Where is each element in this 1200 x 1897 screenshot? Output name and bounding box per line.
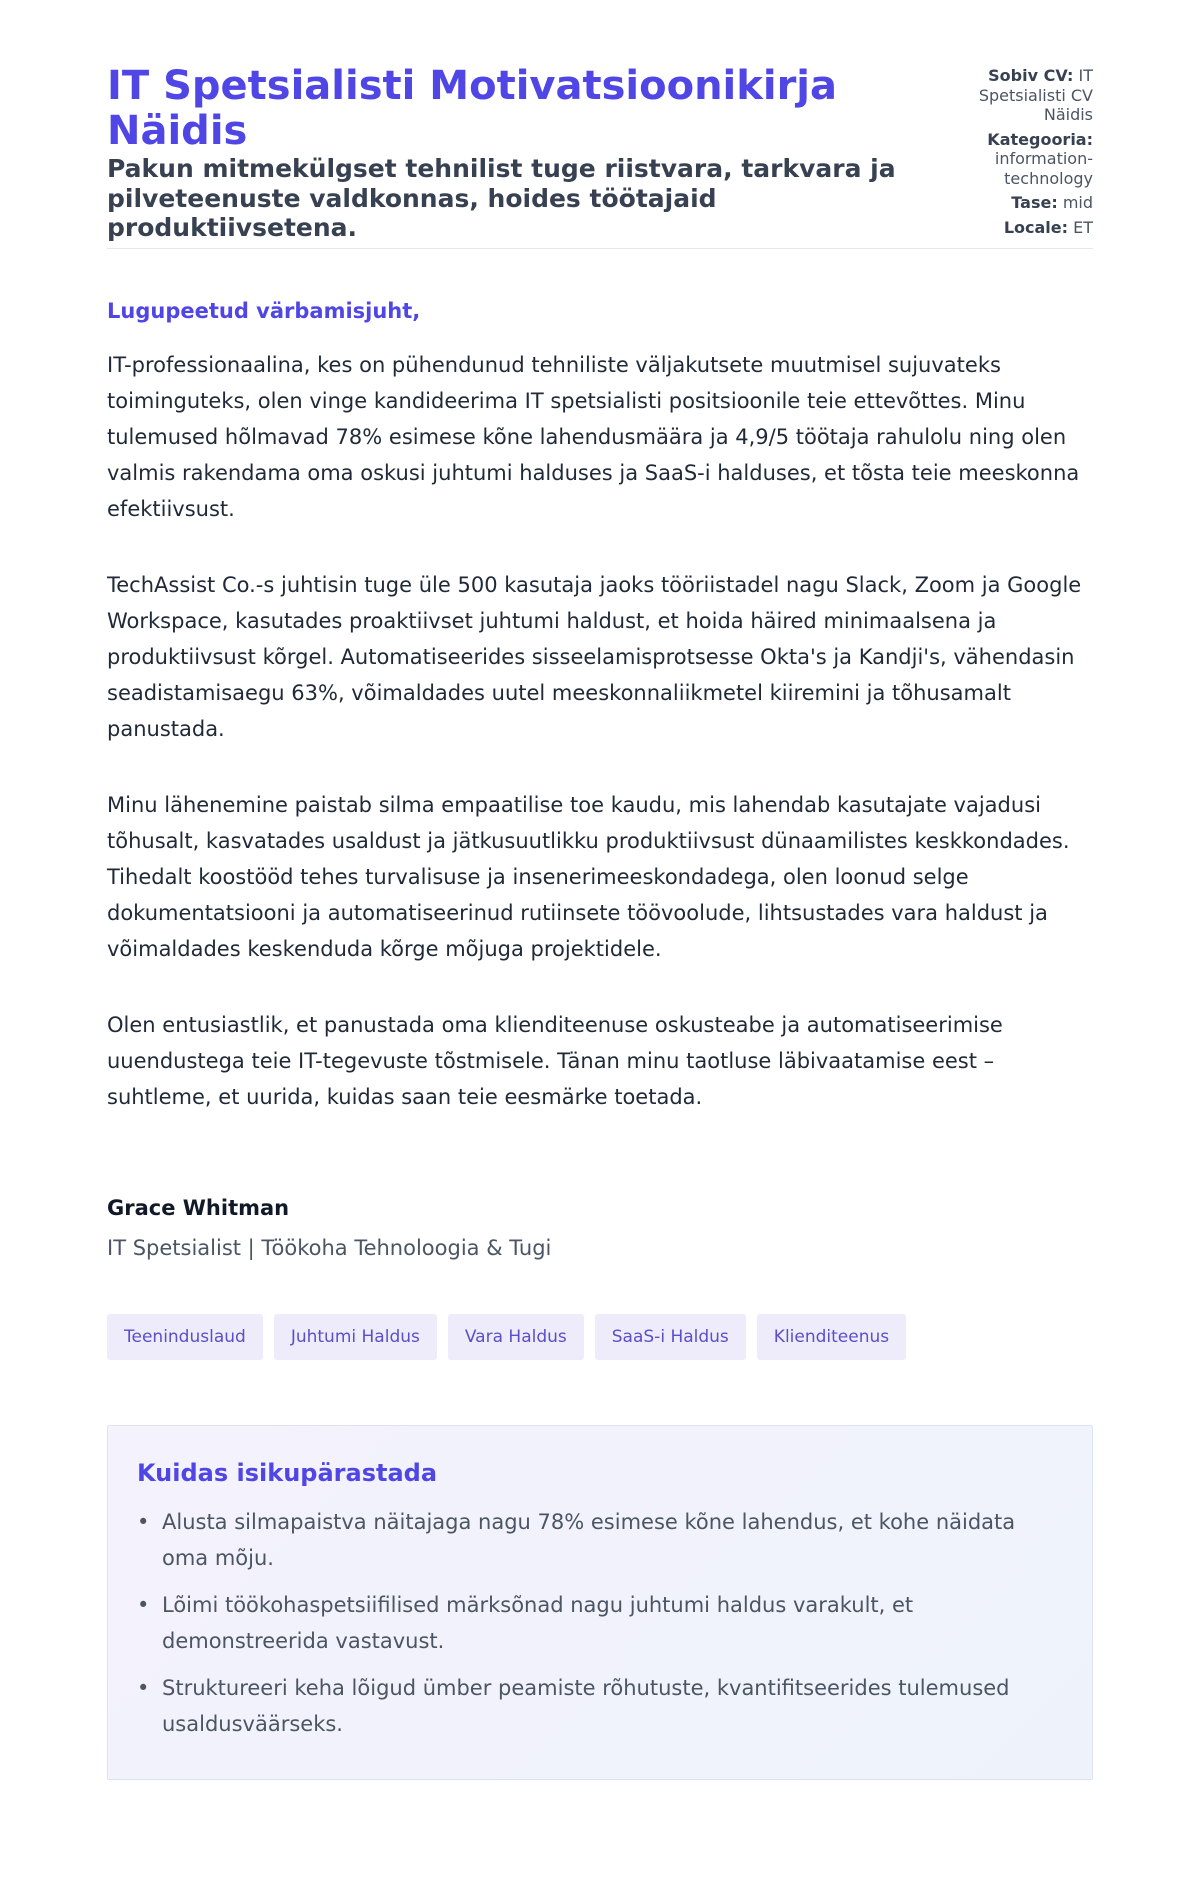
header-divider xyxy=(107,248,1093,249)
letter-body xyxy=(107,297,1093,1262)
meta-locale-label: Locale: xyxy=(1003,217,1069,237)
signer-name: Grace Whitman xyxy=(107,1196,290,1220)
letter-paragraph: Minu lähenemine paistab silma empaatilise toe kaudu, mis lahendab kasutajate vajadusi tõhusalt, kasvatades usaldust ja jätkusuutlikku produktiivsust dünaamilistes keskkondades. Tihedalt koostööd tehes turvalisuse ja insenerimeeskondadega, olen loonud selge dokumentatsiooni ja automatiseerinud rutiinsete töövoolude, lihtsustades vara haldust ja võimaldades keskenduda kõrge mõjuga projektidele. xyxy=(107,793,1070,961)
tip-text: Lõimi töökohaspetsiifilised märksõnad nagu juhtumi haldus varakult, et demonstreerida vastavust. xyxy=(162,1593,914,1653)
skill-tag: Teeninduslaud xyxy=(107,1314,263,1360)
bullet-icon: • xyxy=(137,1593,150,1617)
skill-tag: Juhtumi Haldus xyxy=(274,1314,437,1360)
skill-tags xyxy=(107,1314,1093,1360)
meta-locale xyxy=(958,218,1093,238)
letter-paragraph: Olen entusiastlik, et panustada oma klienditeenuse oskusteabe ja automatiseerimise uuendustega teie IT-tegevuste tõstmisele. Tänan minu taotluse läbivaatamise eest – suhtleme, et uurida, kuidas saan teie eesmärke toetada. xyxy=(107,1013,1003,1109)
letter-paragraph: TechAssist Co.-s juhtisin tuge üle 500 kasutaja jaoks tööriistadel nagu Slack, Zoom ja Google Workspace, kasutades proaktiivset juhtumi haldust, et hoida häired minimaalsena ja produktiivsust kõrgel. Automatiseerides sisseelamisprotsesse Okta's ja Kandji's, vähendasin seadistamisaegu 63%, võimaldades uutel meeskonnaliikmetel kiiremini ja tõhusamalt panustada. xyxy=(107,573,1082,741)
tip-text: Alusta silmapaistva näitajaga nagu 78% esimese kõne lahendus, et kohe näidata oma mõju. xyxy=(162,1510,1016,1570)
tips-title: Kuidas isikupärastada xyxy=(137,1459,438,1487)
header-titles xyxy=(107,64,937,243)
document-meta xyxy=(958,66,1093,242)
list-item xyxy=(137,1587,1063,1659)
skill-tag: SaaS-i Haldus xyxy=(595,1314,746,1360)
letter-paragraph: IT-professionaalina, kes on pühendunud tehniliste väljakutsete muutmisel sujuvateks toiminguteks, olen vinge kandideerima IT spetsialisti positsioonile teie ettevõttes. Minu tulemused hõlmavad 78% esimese kõne lahendusmäära ja 4,9/5 töötaja rahulolu ning olen valmis rakendama oma oskusi juhtumi halduses ja SaaS-i halduses, et tõsta teie meeskonna efektiivsust. xyxy=(107,353,1080,521)
meta-cv-label: Sobiv CV: xyxy=(988,66,1074,85)
page-title: IT Spetsialisti Motivatsioonikirja Näidis xyxy=(107,63,837,154)
meta-locale-value: ET xyxy=(1073,217,1093,237)
meta-category-label: Kategooria: xyxy=(987,129,1093,149)
meta-category-value: information-technology xyxy=(994,149,1093,188)
list-item xyxy=(137,1670,1063,1742)
meta-category xyxy=(958,130,1093,189)
meta-cv-value: IT Spetsialisti CV Näidis xyxy=(978,66,1093,124)
tips-list xyxy=(137,1504,1063,1742)
meta-cv xyxy=(958,66,1093,125)
document-header xyxy=(107,64,1093,248)
list-item xyxy=(137,1504,1063,1576)
letter-salutation: Lugupeetud värbamisjuht, xyxy=(107,299,421,323)
skill-tag: Vara Haldus xyxy=(448,1314,584,1360)
tip-text: Struktureeri keha lõigud ümber peamiste rõhutuste, kvantifitseerides tulemused usaldusväärseks. xyxy=(162,1676,1010,1736)
bullet-icon: • xyxy=(137,1676,150,1700)
personalization-tips xyxy=(107,1425,1093,1780)
meta-level xyxy=(958,193,1093,213)
signer-role: IT Spetsialist | Töökoha Tehnoloogia & Tugi xyxy=(107,1236,552,1260)
meta-level-label: Tase: xyxy=(1011,193,1058,212)
meta-level-value: mid xyxy=(1062,193,1093,212)
skill-tag: Klienditeenus xyxy=(757,1314,906,1360)
bullet-icon: • xyxy=(137,1510,150,1534)
page-subtitle: Pakun mitmekülgset tehnilist tuge riistvara, tarkvara ja pilveteenuste valdkonnas, hoides töötajaid produktiivsetena. xyxy=(107,154,896,242)
